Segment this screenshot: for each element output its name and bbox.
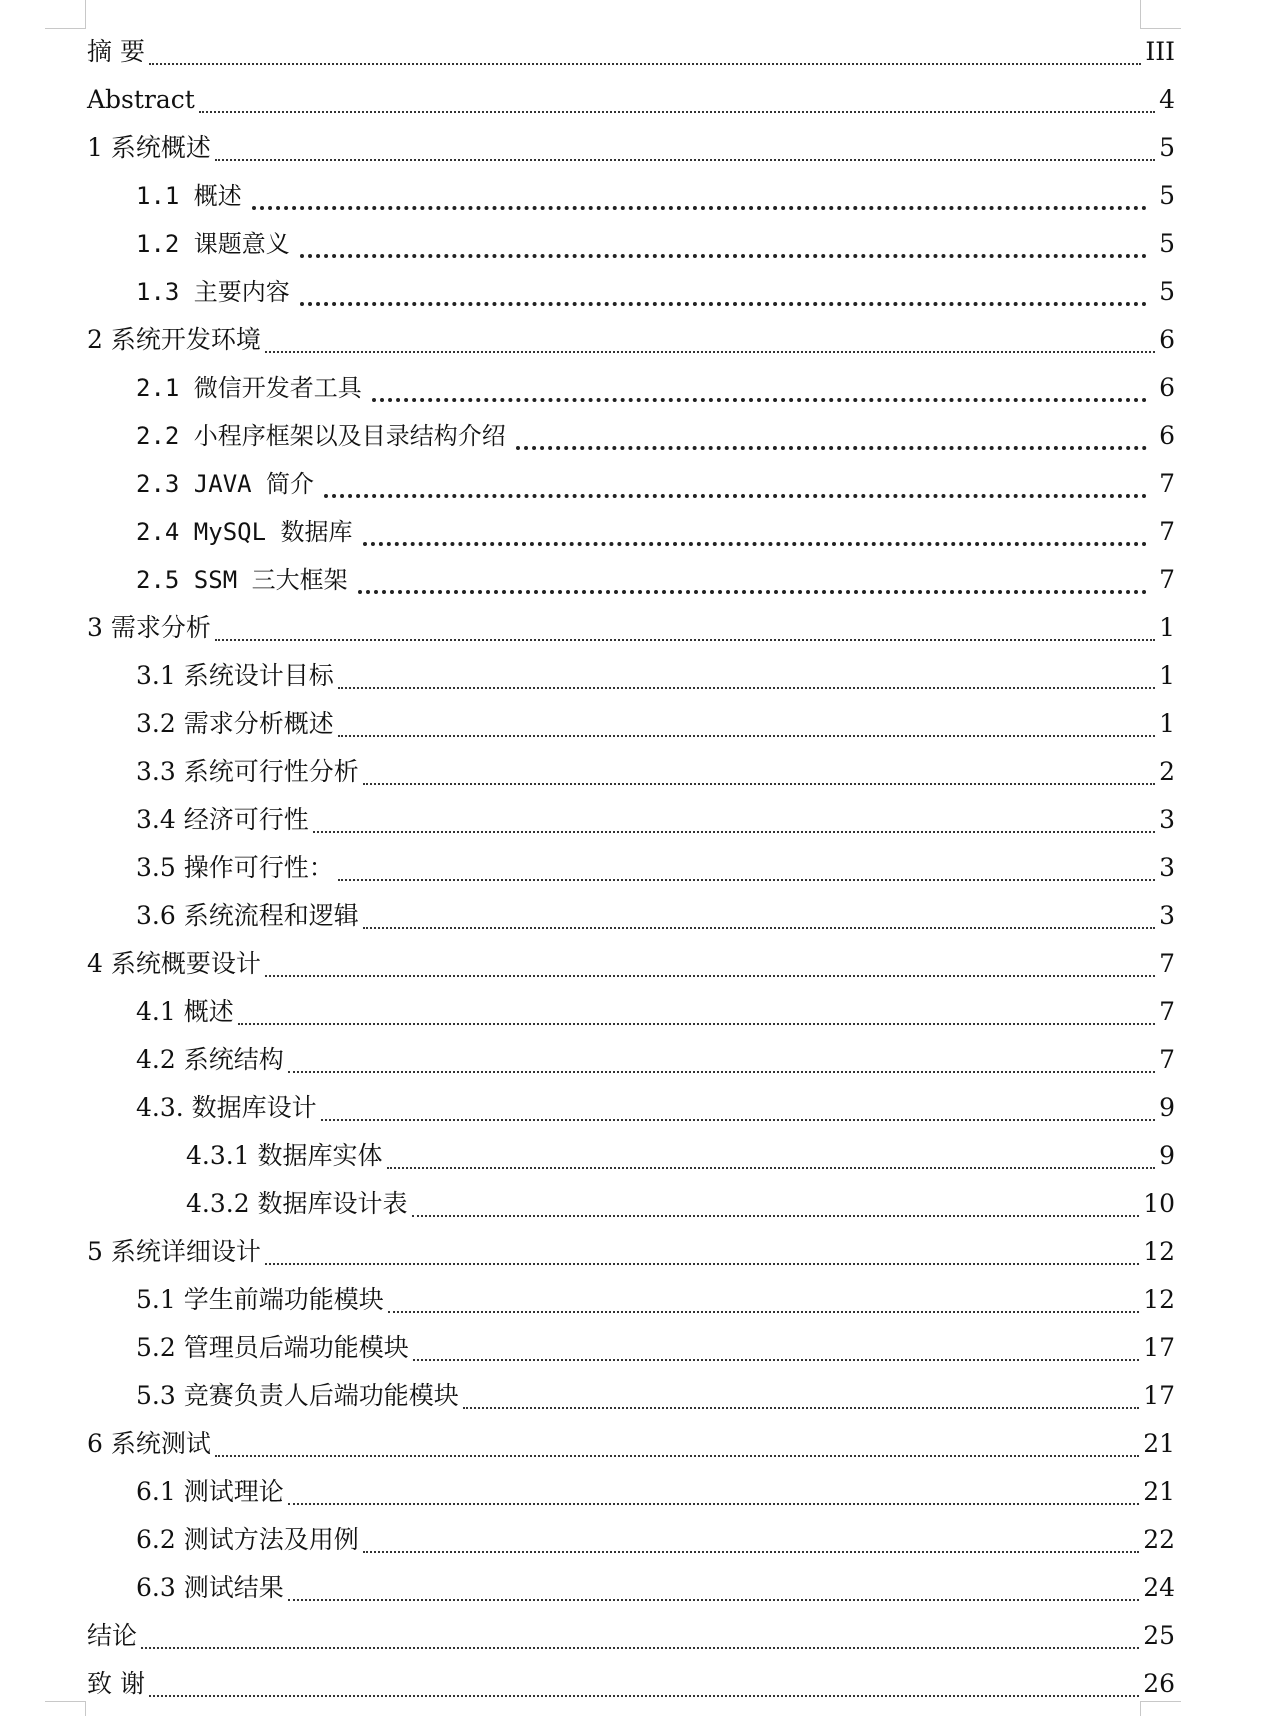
- toc-page-number: 21: [1143, 1477, 1175, 1506]
- crop-mark-top-right: [1140, 0, 1181, 29]
- toc-entry[interactable]: [87, 1324, 1175, 1372]
- toc-dot-leader: [338, 735, 1155, 737]
- toc-entry-title: 2.2 小程序框架以及目录结构介绍: [136, 422, 506, 450]
- toc-dot-leader: [387, 1167, 1156, 1169]
- toc-page-number: 17: [1143, 1381, 1175, 1410]
- toc-dot-leader: [463, 1407, 1139, 1409]
- toc-entry[interactable]: [87, 556, 1175, 604]
- toc-page-number: 7: [1159, 469, 1175, 498]
- toc-page-number: 9: [1159, 1093, 1175, 1122]
- toc-dot-leader: [149, 1695, 1139, 1697]
- toc-entry-title: 2.1 微信开发者工具: [136, 374, 362, 402]
- toc-page-number: 3: [1159, 901, 1175, 930]
- toc-page-number: 5: [1159, 229, 1175, 258]
- toc-entry-title: 1.3 主要内容: [136, 278, 290, 306]
- toc-dot-leader: [288, 1599, 1139, 1601]
- toc-dot-leader: [363, 927, 1155, 929]
- toc-page-number: 3: [1159, 805, 1175, 834]
- toc-page-number: 5: [1159, 133, 1175, 162]
- toc-dot-leader: [238, 1023, 1155, 1025]
- toc-entry[interactable]: [87, 1468, 1175, 1516]
- toc-entry[interactable]: [87, 220, 1175, 268]
- toc-page-number: 6: [1159, 421, 1175, 450]
- toc-entry-title: 2.5 SSM 三大框架: [136, 566, 348, 594]
- toc-page-number: 9: [1159, 1141, 1175, 1170]
- toc-entry[interactable]: [87, 652, 1175, 700]
- toc-dot-leader: [338, 879, 1155, 881]
- toc-dot-leader: [313, 831, 1155, 833]
- toc-dot-leader: [300, 254, 1147, 258]
- toc-page-number: 1: [1159, 661, 1175, 690]
- toc-page-number: 6: [1159, 325, 1175, 354]
- toc-page-number: 4: [1159, 85, 1175, 114]
- toc-entry-title: 4 系统概要设计: [87, 949, 261, 978]
- toc-entry[interactable]: [87, 1372, 1175, 1420]
- toc-entry-title: 5 系统详细设计: [87, 1237, 261, 1266]
- toc-page-number: 5: [1159, 277, 1175, 306]
- toc-entry[interactable]: [87, 892, 1175, 940]
- toc-page-number: 1: [1159, 709, 1175, 738]
- toc-page-number: 1: [1159, 613, 1175, 642]
- toc-dot-leader: [363, 1551, 1139, 1553]
- toc-page-number: 21: [1143, 1429, 1175, 1458]
- toc-dot-leader: [215, 639, 1155, 641]
- toc-page-number: 12: [1143, 1285, 1175, 1314]
- toc-entry[interactable]: [87, 1180, 1175, 1228]
- toc-entry[interactable]: [87, 28, 1175, 76]
- toc-entry[interactable]: [87, 1420, 1175, 1468]
- toc-entry-title: 4.3.2 数据库设计表: [186, 1189, 408, 1218]
- toc-page-number: 2: [1159, 757, 1175, 786]
- toc-entry[interactable]: [87, 940, 1175, 988]
- toc-page-number: 5: [1159, 181, 1175, 210]
- toc-entry-title: 5.1 学生前端功能模块: [136, 1285, 384, 1314]
- toc-entry-title: 1 系统概述: [87, 133, 211, 162]
- toc-entry-title: 5.3 竞赛负责人后端功能模块: [136, 1381, 459, 1410]
- toc-page-number: 6: [1159, 373, 1175, 402]
- toc-entry-title: 3.1 系统设计目标: [136, 661, 334, 690]
- toc-page-number: 17: [1143, 1333, 1175, 1362]
- toc-entry[interactable]: [87, 1660, 1175, 1708]
- toc-dot-leader: [141, 1647, 1139, 1649]
- toc-dot-leader: [358, 590, 1148, 594]
- toc-dot-leader: [321, 1119, 1155, 1121]
- toc-dot-leader: [215, 1455, 1139, 1457]
- toc-dot-leader: [300, 302, 1147, 306]
- toc-page-number: 26: [1143, 1669, 1175, 1698]
- toc-entry[interactable]: [87, 76, 1175, 124]
- toc-entry[interactable]: [87, 364, 1175, 412]
- toc-entry[interactable]: [87, 1132, 1175, 1180]
- toc-dot-leader: [199, 111, 1155, 113]
- toc-dot-leader: [363, 783, 1155, 785]
- toc-entry[interactable]: [87, 1036, 1175, 1084]
- toc-entry[interactable]: [87, 748, 1175, 796]
- toc-page-number: 7: [1159, 997, 1175, 1026]
- toc-page-number: 22: [1143, 1525, 1175, 1554]
- toc-entry-title: 3.5 操作可行性：: [136, 853, 334, 882]
- toc-entry[interactable]: [87, 1516, 1175, 1564]
- crop-mark-top-left: [45, 0, 86, 29]
- toc-entry-title: 6 系统测试: [87, 1429, 211, 1458]
- table-of-contents: [87, 28, 1175, 1708]
- toc-entry-title: 结论: [87, 1621, 138, 1650]
- toc-entry[interactable]: [87, 460, 1175, 508]
- toc-entry-title: 5.2 管理员后端功能模块: [136, 1333, 409, 1362]
- toc-dot-leader: [363, 542, 1148, 546]
- toc-entry[interactable]: [87, 268, 1175, 316]
- toc-dot-leader: [265, 351, 1155, 353]
- toc-page-number: 12: [1143, 1237, 1175, 1266]
- toc-entry-title: 4.3.1 数据库实体: [186, 1141, 383, 1170]
- toc-dot-leader: [215, 159, 1155, 161]
- toc-entry[interactable]: [87, 1276, 1175, 1324]
- toc-entry-title: 致 谢: [87, 1669, 145, 1698]
- toc-entry[interactable]: [87, 1564, 1175, 1612]
- toc-entry-title: 3.6 系统流程和逻辑: [136, 901, 359, 930]
- toc-dot-leader: [265, 975, 1155, 977]
- toc-entry-title: 2.3 JAVA 简介: [136, 470, 315, 498]
- toc-entry-title: Abstract: [87, 85, 195, 114]
- toc-entry-title: 3.2 需求分析概述: [136, 709, 334, 738]
- toc-dot-leader: [516, 446, 1147, 450]
- toc-entry[interactable]: [87, 172, 1175, 220]
- toc-entry[interactable]: [87, 124, 1175, 172]
- toc-dot-leader: [288, 1503, 1139, 1505]
- toc-entry[interactable]: [87, 988, 1175, 1036]
- toc-entry[interactable]: [87, 604, 1175, 652]
- toc-entry-title: 4.2 系统结构: [136, 1045, 284, 1074]
- toc-page-number: 10: [1143, 1189, 1175, 1218]
- toc-entry-title: 6.3 测试结果: [136, 1573, 284, 1602]
- toc-entry-title: 1.2 课题意义: [136, 230, 290, 258]
- toc-entry[interactable]: [87, 796, 1175, 844]
- toc-entry-title: 3.3 系统可行性分析: [136, 757, 359, 786]
- crop-mark-bottom-left: [45, 1701, 86, 1716]
- toc-dot-leader: [412, 1215, 1140, 1217]
- toc-page-number: 24: [1143, 1573, 1175, 1602]
- toc-entry[interactable]: [87, 1612, 1175, 1660]
- toc-entry[interactable]: [87, 844, 1175, 892]
- toc-entry-title: 3 需求分析: [87, 613, 211, 642]
- toc-entry[interactable]: [87, 412, 1175, 460]
- toc-entry[interactable]: [87, 1084, 1175, 1132]
- toc-dot-leader: [324, 494, 1147, 498]
- toc-dot-leader: [252, 206, 1147, 210]
- toc-page-number: 3: [1159, 853, 1175, 882]
- toc-entry-title: 4.1 概述: [136, 997, 234, 1026]
- toc-dot-leader: [338, 687, 1155, 689]
- toc-page-number: 7: [1159, 949, 1175, 978]
- toc-dot-leader: [149, 63, 1141, 65]
- toc-entry-title: 6.1 测试理论: [136, 1477, 284, 1506]
- toc-dot-leader: [413, 1359, 1139, 1361]
- toc-dot-leader: [288, 1071, 1155, 1073]
- toc-entry-title: 摘 要: [87, 37, 145, 66]
- toc-entry-title: 3.4 经济可行性: [136, 805, 309, 834]
- toc-entry[interactable]: [87, 508, 1175, 556]
- toc-entry-title: 4.3. 数据库设计: [136, 1093, 317, 1122]
- toc-entry-title: 1.1 概述: [136, 182, 242, 210]
- toc-page-number: 7: [1159, 1045, 1175, 1074]
- toc-dot-leader: [388, 1311, 1139, 1313]
- toc-page-number: 7: [1159, 517, 1175, 546]
- toc-entry[interactable]: [87, 700, 1175, 748]
- toc-page-number: 25: [1143, 1621, 1175, 1650]
- toc-page-number: 7: [1159, 565, 1175, 594]
- toc-entry-title: 6.2 测试方法及用例: [136, 1525, 359, 1554]
- toc-entry[interactable]: [87, 316, 1175, 364]
- toc-entry[interactable]: [87, 1228, 1175, 1276]
- toc-entry-title: 2.4 MySQL 数据库: [136, 518, 353, 546]
- toc-dot-leader: [265, 1263, 1139, 1265]
- toc-entry-title: 2 系统开发环境: [87, 325, 261, 354]
- toc-page-number: III: [1145, 37, 1175, 66]
- toc-dot-leader: [372, 398, 1147, 402]
